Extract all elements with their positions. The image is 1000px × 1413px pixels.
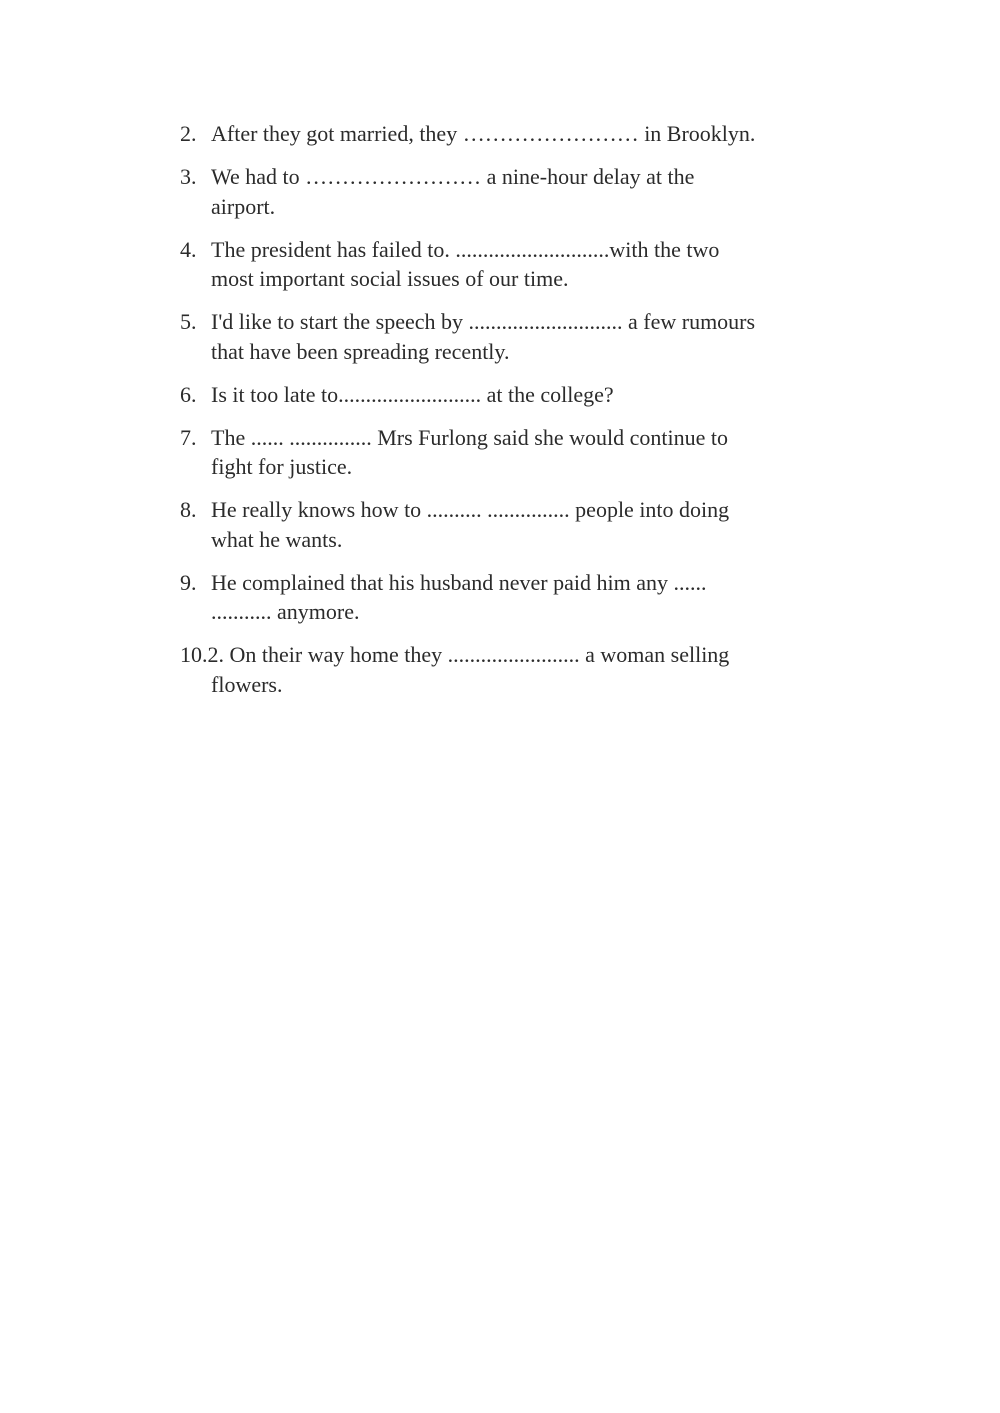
item-text-line: fight for justice. (211, 454, 353, 479)
item-text-line: Is it too late to.......................... at the college? (211, 381, 614, 407)
item-text-line: I'd like to start the speech by ............................ a few rumours (211, 309, 756, 334)
item-text-line: We had to …………………… a nine-hour delay at the (211, 164, 695, 189)
item-text-line: The president has failed to. ............................with the two (211, 236, 720, 262)
item-number: 6. (180, 381, 197, 407)
item-text-line: He complained that his husband never paid him any ...... (211, 569, 707, 595)
item-text-line: He really knows how to .......... ............... people into doing (211, 497, 730, 522)
exercise-item-5 (180, 307, 852, 366)
item-text-line: On their way home they ........................ a woman selling (229, 642, 730, 667)
item-text-line: After they got married, they …………………… in Brooklyn. (211, 121, 756, 146)
item-number: 5. (180, 309, 197, 334)
item-number: 4. (180, 236, 197, 262)
exercise-list (180, 119, 852, 713)
exercise-item-7 (180, 423, 852, 482)
exercise-item-8 (180, 495, 852, 554)
item-first-line (180, 640, 852, 670)
item-text-line: The ...... ............... Mrs Furlong said she would continue to (211, 424, 728, 450)
item-text-line: that have been spreading recently. (211, 338, 510, 364)
item-number: 9. (180, 569, 197, 595)
exercise-item-9 (180, 568, 852, 627)
exercise-item-4 (180, 235, 852, 294)
item-number: 2. (180, 121, 197, 146)
item-number: 3. (180, 164, 197, 189)
item-number: 7. (180, 424, 197, 450)
exercise-item-2 (180, 119, 852, 149)
item-text-line: airport. (211, 193, 276, 219)
exercise-item-6 (180, 380, 852, 410)
item-number: 8. (180, 497, 197, 522)
item-text-line: flowers. (211, 671, 283, 697)
item-number: 10.2. (180, 642, 224, 667)
exercise-item-3 (180, 162, 852, 221)
item-text-line: ........... anymore. (211, 599, 360, 624)
item-text-line: most important social issues of our time. (211, 266, 569, 291)
exercise-item-10 (180, 640, 852, 699)
item-text-line: what he wants. (211, 526, 343, 552)
